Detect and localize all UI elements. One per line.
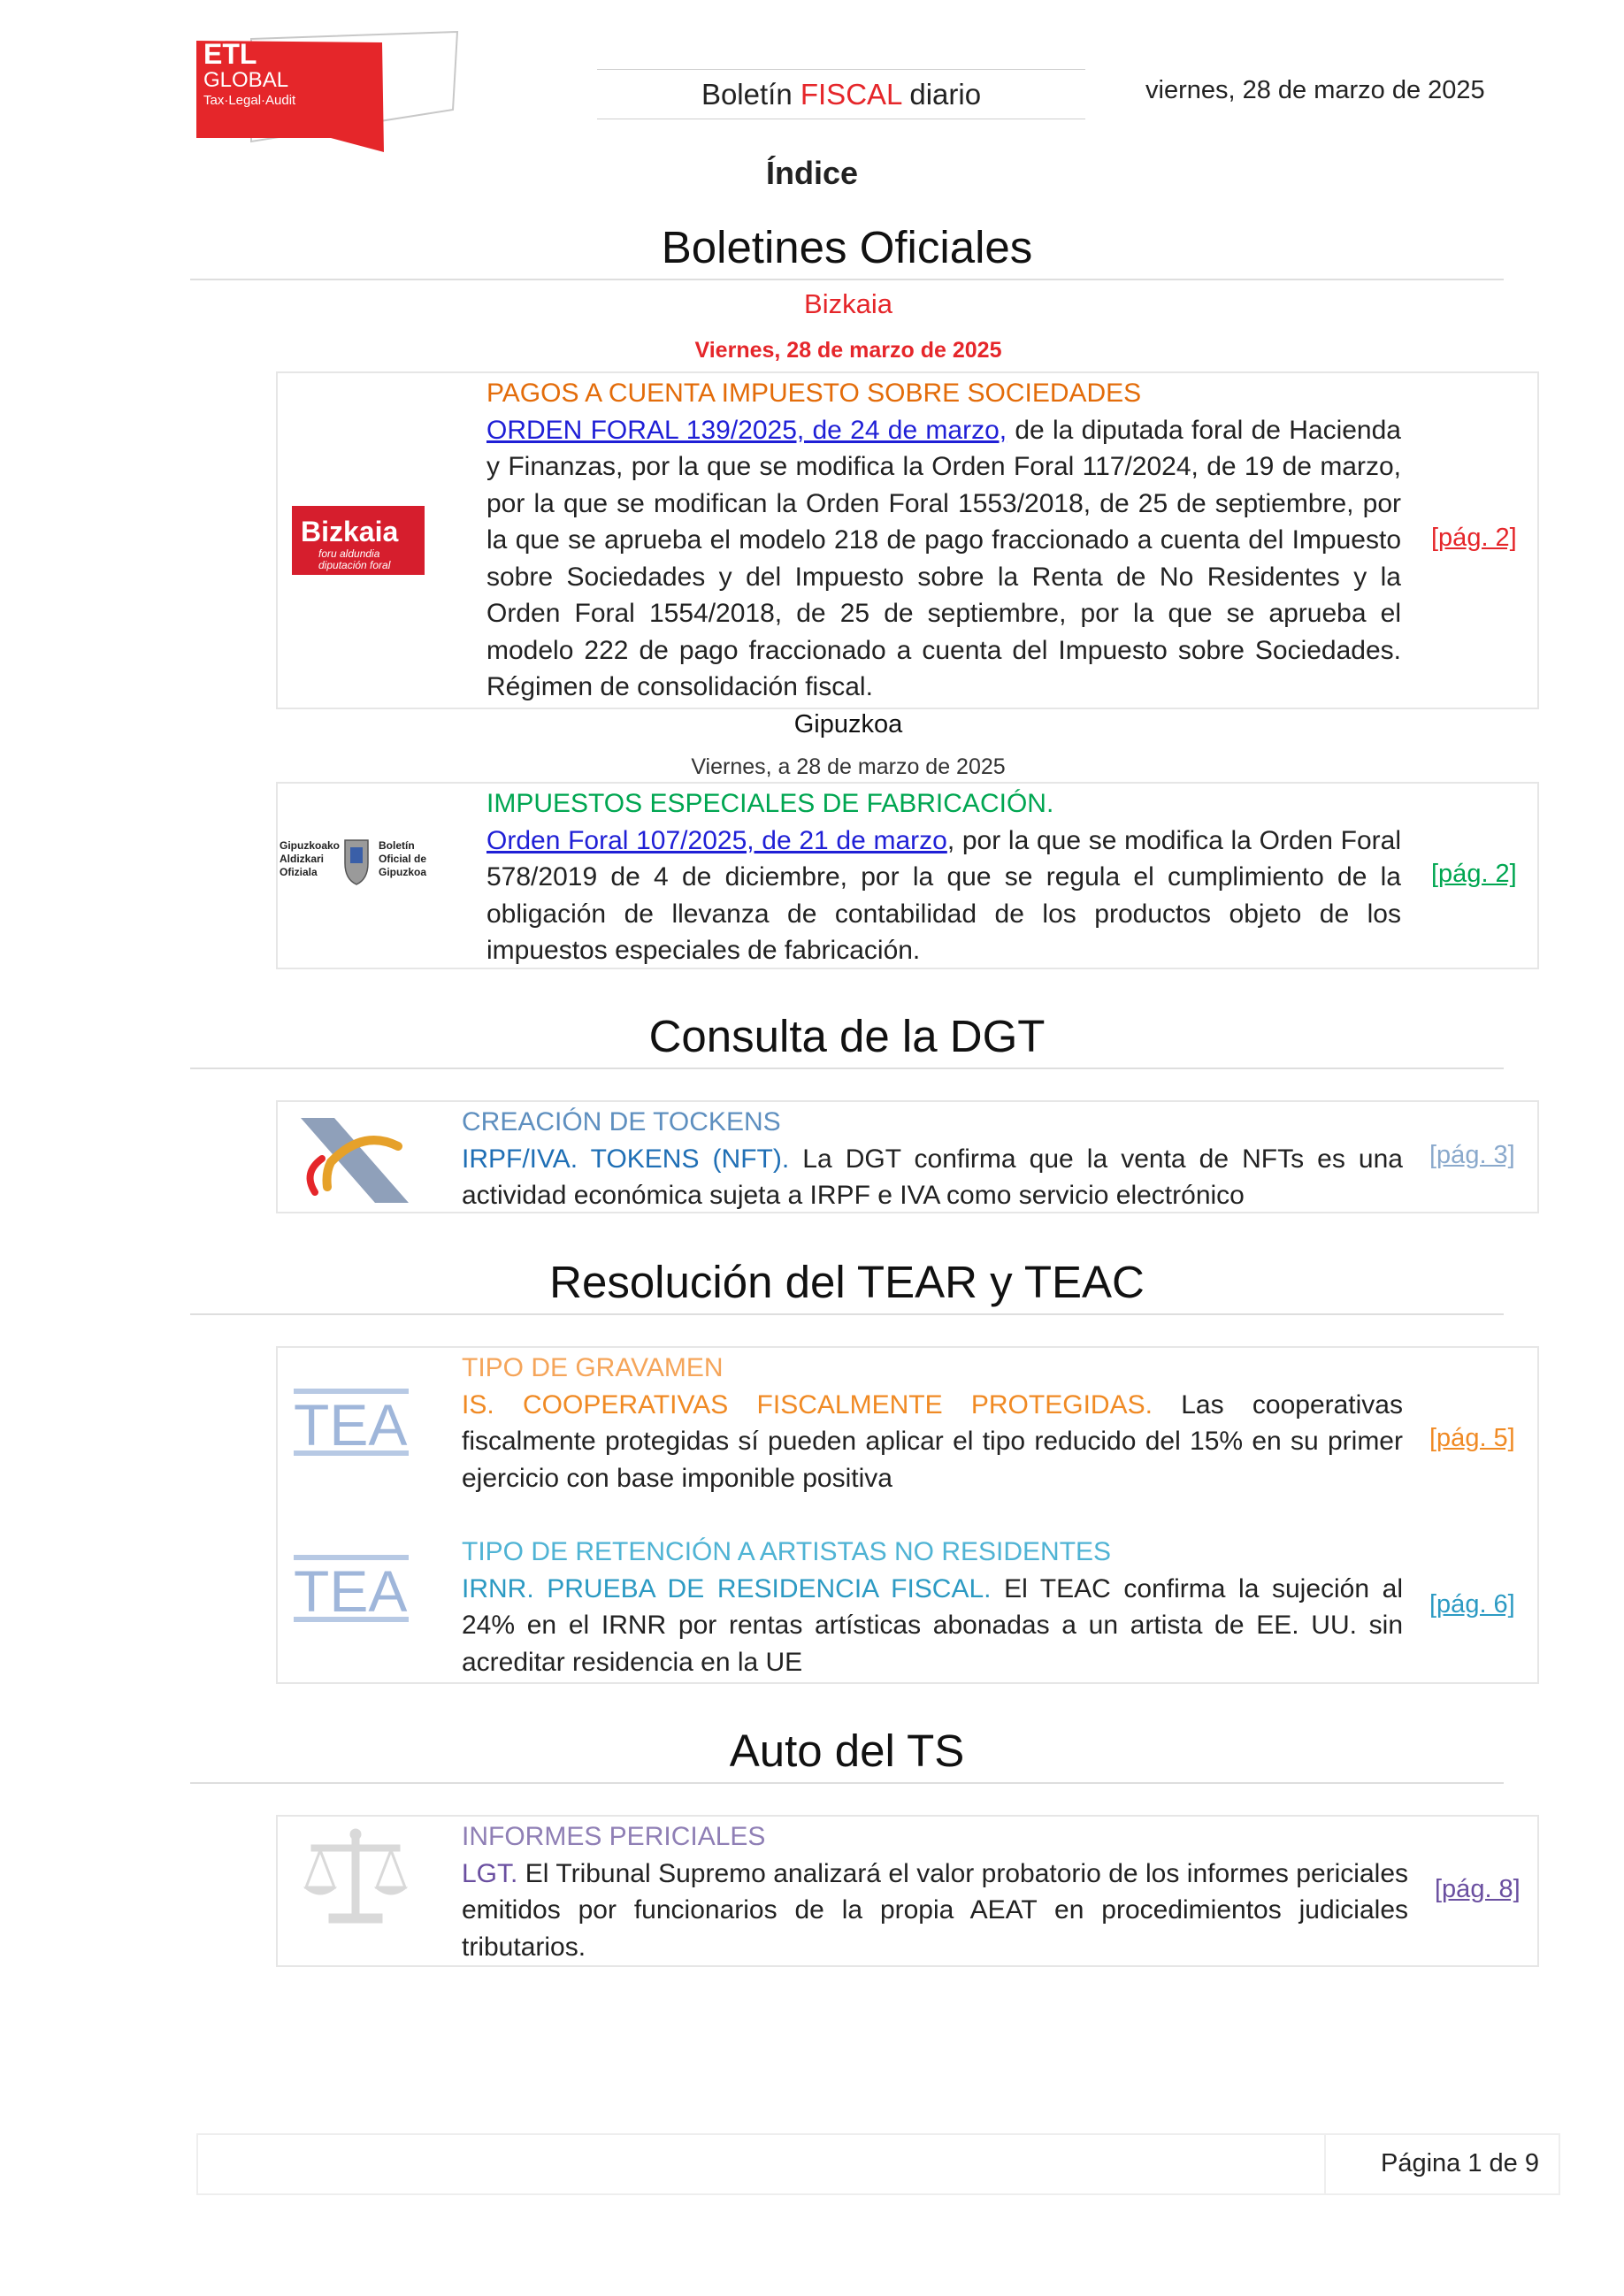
svg-text:Tax·Legal·Audit: Tax·Legal·Audit: [203, 93, 296, 108]
svg-text:TEA: TEA: [294, 1392, 408, 1458]
page-link[interactable]: [pág. 2]: [1431, 860, 1517, 888]
page-number: Página 1 de 9: [1381, 2149, 1539, 2177]
card-heading: INFORMES PERICIALES: [462, 1822, 766, 1851]
svg-text:Aldizkari: Aldizkari: [280, 853, 325, 865]
news-card-ts: [276, 1815, 1539, 1967]
bizkaia-logo: [292, 506, 425, 575]
card-text-tear-1: [462, 1350, 1403, 1496]
card-text-tear-2: [462, 1534, 1403, 1680]
card-heading: TIPO DE GRAVAMEN: [462, 1353, 724, 1382]
card-text-dgt: [462, 1104, 1403, 1214]
section-title-tear-teac: Resolución del TEAR y TEAC: [190, 1256, 1504, 1315]
page-link[interactable]: [pág. 3]: [1429, 1141, 1515, 1169]
card-heading: TIPO DE RETENCIÓN A ARTISTAS NO RESIDENTES: [462, 1537, 1112, 1566]
tax-tag: LGT.: [462, 1858, 518, 1888]
card-text-bizkaia: [486, 375, 1401, 706]
page-link[interactable]: [pág. 8]: [1435, 1875, 1521, 1903]
region-bizkaia: Bizkaia: [804, 288, 892, 319]
card-heading: IMPUESTOS ESPECIALES DE FABRICACIÓN.: [486, 789, 1054, 818]
svg-text:GLOBAL: GLOBAL: [203, 68, 289, 92]
news-card-dgt: [276, 1100, 1539, 1213]
header-date: viernes, 28 de marzo de 2025: [1145, 76, 1485, 104]
index-title: Índice: [765, 155, 859, 191]
scales-of-justice-icon: [303, 1825, 409, 1932]
region-date-bizkaia: Viernes, 28 de marzo de 2025: [694, 338, 1002, 363]
tea-logo: [294, 1387, 409, 1458]
card-body: de la diputada foral de Hacienda y Finanzas, por la que se modifica la Orden Foral 117/2024, de 19 de marzo, por la que se modifican la Orden Foral 1553/2018, de 25 de septiembre, por la que se aprueba el modelo 218 de pago fraccionado a cuenta del Impuesto sobre Sociedades y del Impuesto sobre la Renta de No Residentes y la Orden Foral 1554/2018, de 25 de septiembre, por la que se aprueba el modelo 222 de pago fraccionado a cuenta del Impuesto sobre Sociedades. Régimen de consolidación fiscal.: [486, 415, 1401, 701]
region-gipuzkoa: Gipuzkoa: [793, 710, 903, 739]
card-heading: PAGOS A CUENTA IMPUESTO SOBRE SOCIEDADES: [486, 379, 1142, 408]
card-text-ts: [462, 1818, 1408, 1965]
aeat-logo: [292, 1111, 416, 1205]
section-title-boletines: Boletines Oficiales: [190, 221, 1504, 280]
tax-tag: IS. COOPERATIVAS FISCALMENTE PROTEGIDAS.: [462, 1389, 1153, 1420]
svg-text:Ofiziala: Ofiziala: [280, 866, 318, 878]
svg-text:foru aldundia: foru aldundia: [318, 547, 380, 560]
section-title-ts: Auto del TS: [190, 1725, 1504, 1784]
svg-text:Gipuzkoa: Gipuzkoa: [379, 866, 427, 878]
svg-text:Gipuzkoako: Gipuzkoako: [280, 839, 341, 852]
card-body: , por la que se modifica la Orden Foral 578/2019 de 4 de diciembre, por la que se regula el cumplimiento de la obligación de llevanza de contabilidad de los productos objeto de los impuestos especiales de fabricación.: [486, 825, 1401, 965]
tax-tag: IVA. TOKENS (NFT).: [529, 1144, 790, 1174]
page-link[interactable]: [pág. 2]: [1431, 524, 1517, 552]
news-card-bizkaia: [276, 371, 1539, 709]
news-card-tear: [276, 1346, 1539, 1684]
card-body: Las cooperativas fiscalmente protegidas sí pueden aplicar el tipo reducido del 15% en su primer ejercicio con base imponible positiva: [462, 1389, 1403, 1493]
svg-text:Boletín: Boletín: [379, 839, 415, 852]
card-text-gipuzkoa: [486, 785, 1401, 969]
section-title-dgt: Consulta de la DGT: [190, 1010, 1504, 1069]
etl-global-logo: [196, 28, 462, 152]
card-body: La DGT confirma que la venta de NFTs es una actividad económica sujeta a IRPF e IVA como servicio electrónico: [462, 1144, 1403, 1210]
svg-text:TEA: TEA: [294, 1558, 408, 1624]
svg-text:ETL: ETL: [203, 38, 257, 70]
svg-text:diputación foral: diputación foral: [318, 559, 391, 571]
footer-divider: [1324, 2135, 1326, 2193]
page-link[interactable]: [pág. 5]: [1429, 1424, 1515, 1452]
svg-text:Bizkaia: Bizkaia: [301, 516, 399, 547]
tax-tag: IRNR. PRUEBA DE RESIDENCIA FISCAL.: [462, 1573, 992, 1603]
orden-foral-139-link[interactable]: ORDEN FORAL 139/2025, de 24 de marzo,: [486, 415, 1007, 445]
orden-foral-107-link[interactable]: Orden Foral 107/2025, de 21 de marzo: [486, 825, 947, 855]
svg-text:Oficial de: Oficial de: [379, 853, 427, 865]
card-body: El TEAC confirma la sujeción al 24% en el IRNR por rentas artísticas abonadas a un artista de EE. UU. sin acreditar residencia en la UE: [462, 1573, 1403, 1677]
card-body: El Tribunal Supremo analizará el valor probatorio de los informes periciales emitidos por funcionarios de la propia AEAT en procedimientos judiciales tributarios.: [462, 1858, 1408, 1962]
news-card-gipuzkoa: [276, 782, 1539, 969]
bulletin-title: Boletín FISCAL diario: [597, 69, 1085, 119]
page-link[interactable]: [pág. 6]: [1429, 1590, 1515, 1619]
tea-logo: [294, 1553, 409, 1624]
tax-tag: IRPF/: [462, 1144, 530, 1174]
page-footer: [196, 2133, 1560, 2195]
region-date-gipuzkoa: Viernes, a 28 de marzo de 2025: [691, 754, 1006, 779]
card-heading: CREACIÓN DE TOCKENS: [462, 1107, 781, 1137]
gipuzkoa-boletin-logo: [280, 833, 430, 892]
